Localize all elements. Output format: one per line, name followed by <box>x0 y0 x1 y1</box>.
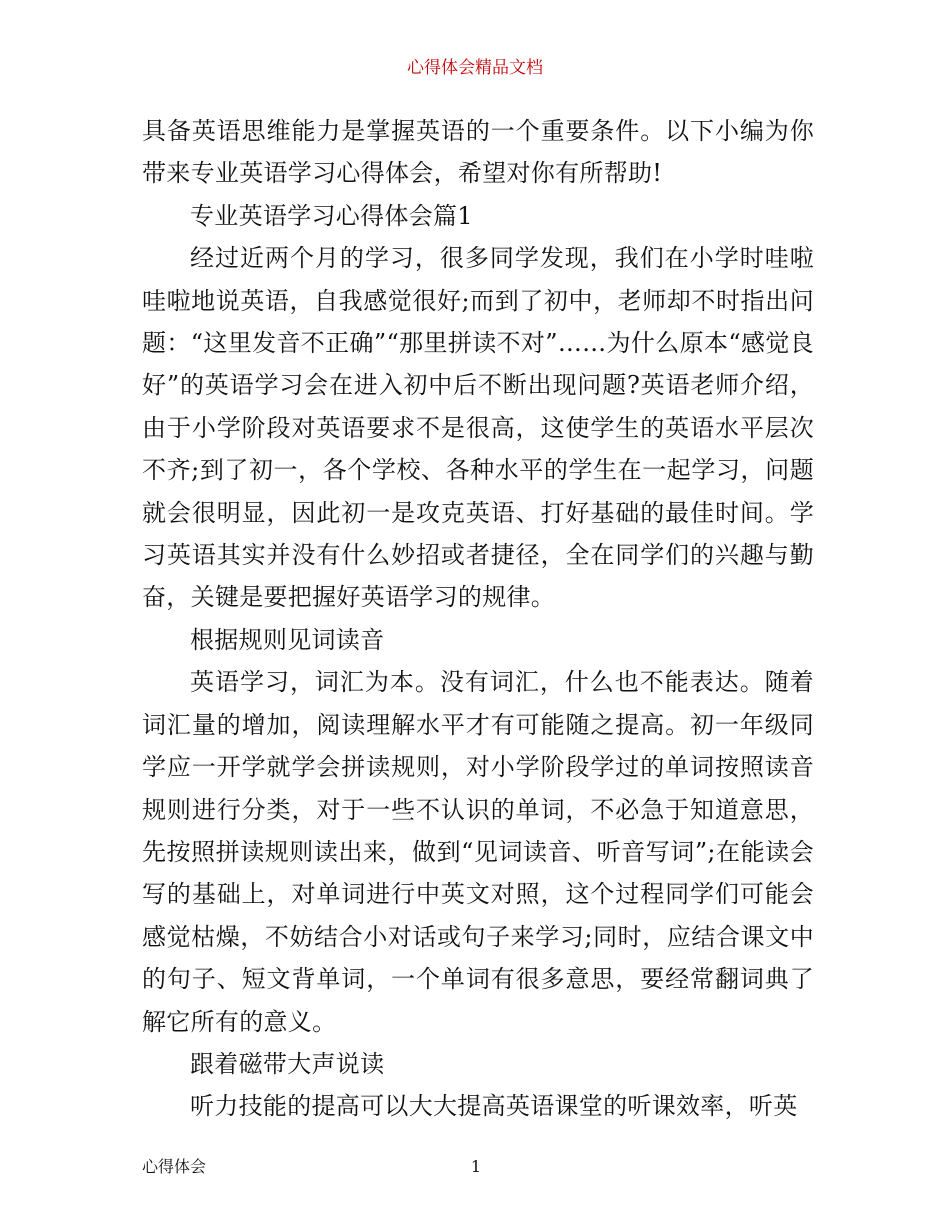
body-paragraph: 英语学习，词汇为本。没有词汇，什么也不能表达。随着词汇量的增加，阅读理解水平才有可能随之提高。初一年级同学应一开学就学会拼读规则，对小学阶段学过的单词按照读音规则进行分类，对于一些不认识的单词，不必急于知道意思，先按照拼读规则读出来，做到“见词读音、听音写词”;在能读会写的基础上，对单词进行中英文对照，这个过程同学们可能会感觉枯燥，不妨结合小对话或句子来学习;同时，应结合课文中的句子、短文背单词，一个单词有很多意思，要经常翻词典了解它所有的意义。 <box>142 668 814 1036</box>
subsection-heading: 根据规则见词读音 <box>190 625 385 654</box>
document-body <box>142 110 814 1128</box>
body-paragraph: 经过近两个月的学习，很多同学发现，我们在小学时哇啦哇啦地说英语，自我感觉很好;而到了初中，老师却不时指出问题：“这里发音不正确”“那里拼读不对”……为什么原本“感觉良好”的英语学习会在进入初中后不断出现问题?英语老师介绍，由于小学阶段对英语要求不是很高，这使学生的英语水平层次不齐;到了初一，各个学校、各种水平的学生在一起学习，问题就会很明显，因此初一是攻克英语、打好基础的最佳时间。学习英语其实并没有什么妙招或者捷径，全在同学们的兴趣与勤奋，关键是要把握好英语学习的规律。 <box>142 244 814 612</box>
page-header: 心得体会精品文档 <box>407 58 543 78</box>
subsection-heading: 跟着磁带大声说读 <box>190 1049 385 1078</box>
footer-label: 心得体会 <box>142 1157 207 1176</box>
section-heading: 专业英语学习心得体会篇1 <box>190 201 473 230</box>
body-paragraph: 听力技能的提高可以大大提高英语课堂的听课效率，听英 <box>190 1092 798 1121</box>
page-number: 1 <box>470 1157 482 1176</box>
intro-paragraph: 具备英语思维能力是掌握英语的一个重要条件。以下小编为你带来专业英语学习心得体会，希望对你有所帮助! <box>142 117 814 188</box>
